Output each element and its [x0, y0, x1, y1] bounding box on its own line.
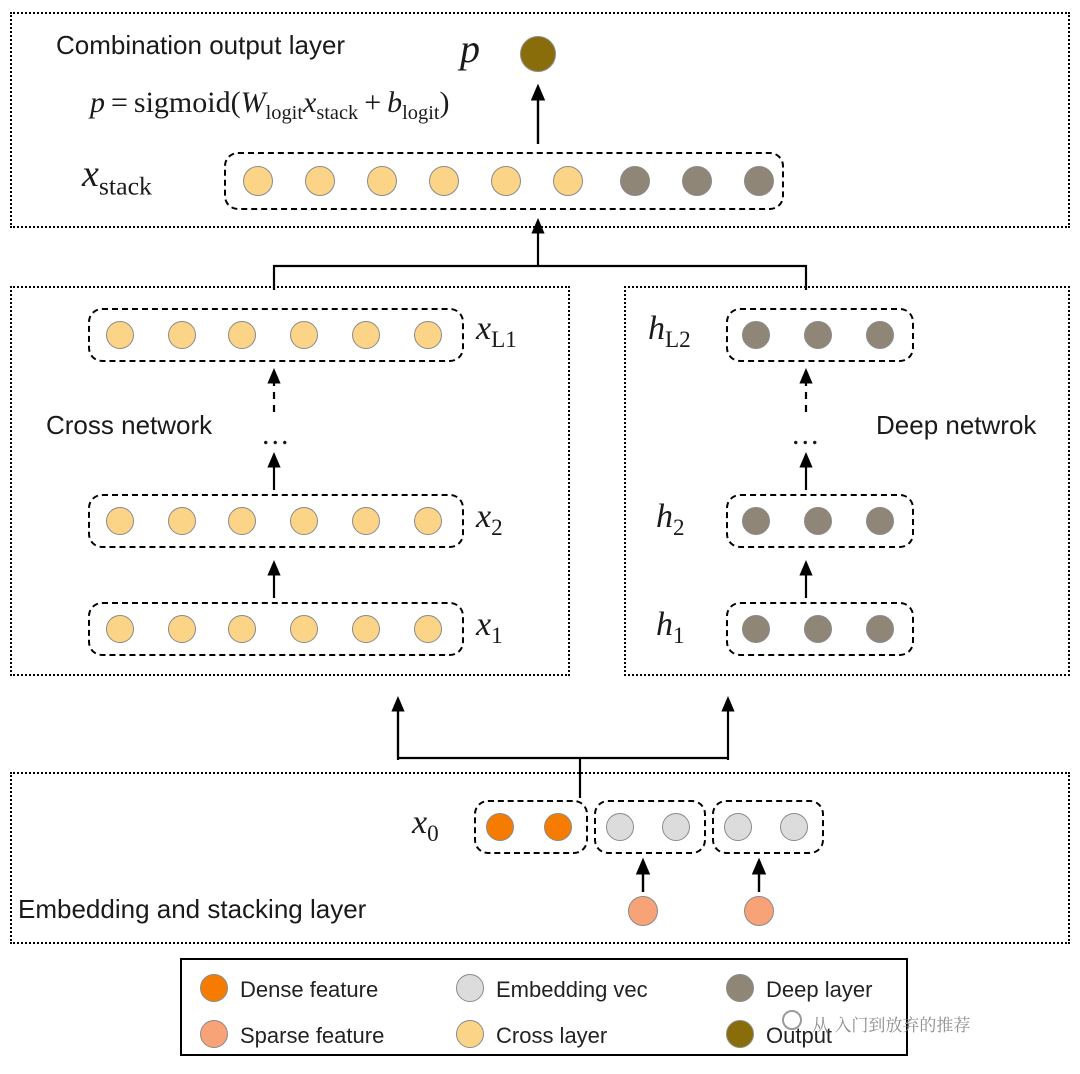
cross-node-L1	[290, 321, 318, 349]
cross-node-2	[106, 507, 134, 535]
formula-w-sub: logit	[265, 102, 303, 124]
cross-ellipsis: ...	[262, 418, 291, 451]
cross-node-2	[228, 507, 256, 535]
logit-formula	[90, 86, 450, 125]
cross-node-1	[168, 615, 196, 643]
h-L2-subscript: L2	[665, 326, 691, 353]
x-2-label	[476, 498, 503, 542]
h-2-subscript: 2	[673, 514, 685, 541]
dense-feature-node	[486, 813, 514, 841]
h-L2-label	[648, 310, 691, 354]
x-stack-node	[243, 166, 273, 196]
x-stack-node	[491, 166, 521, 196]
formula-b-sub: logit	[402, 102, 440, 124]
x-1-symbol: x	[476, 606, 492, 643]
x-0-label	[412, 804, 439, 848]
legend-label-deep-layer: Deep layer	[766, 977, 873, 1002]
deep-node-2	[742, 507, 770, 535]
x-2-subscript: 2	[491, 514, 503, 541]
deep-node-1	[742, 615, 770, 643]
deep-node-L2	[742, 321, 770, 349]
cross-node-1	[228, 615, 256, 643]
cross-node-2	[168, 507, 196, 535]
cross-node-2	[352, 507, 380, 535]
deep-node-2	[866, 507, 894, 535]
sparse-feature-node	[744, 896, 774, 926]
embedding-node	[662, 813, 690, 841]
cross-node-L1	[414, 321, 442, 349]
formula-plus: +	[364, 86, 382, 119]
h-2-label	[656, 498, 685, 542]
legend-swatch-deep-layer	[726, 974, 754, 1002]
embedding-node	[724, 813, 752, 841]
cross-node-L1	[352, 321, 380, 349]
embedding-stacking-title: Embedding and stacking layer	[18, 894, 367, 924]
formula-x-sub: stack	[316, 102, 359, 124]
cross-node-L1	[106, 321, 134, 349]
cross-node-1	[106, 615, 134, 643]
cross-node-1	[290, 615, 318, 643]
x-L1-subscript	[491, 327, 517, 353]
x-2-container	[88, 494, 464, 548]
output-probability-label: p	[460, 26, 480, 71]
legend-label-cross-layer: Cross layer	[496, 1023, 608, 1048]
watermark-icon	[782, 1010, 802, 1030]
x-stack-node	[305, 166, 335, 196]
deep-ellipsis: ...	[792, 418, 821, 451]
x-L1-label	[476, 310, 517, 354]
x-stack-label	[82, 152, 152, 202]
legend-swatch-dense-feature	[200, 974, 228, 1002]
cross-node-1	[414, 615, 442, 643]
formula-eq: =	[111, 86, 128, 119]
cross-node-2	[414, 507, 442, 535]
cross-node-L1	[228, 321, 256, 349]
cross-node-2	[290, 507, 318, 535]
x-2-symbol: x	[476, 498, 492, 535]
legend-label-embedding-vec: Embedding vec	[496, 977, 648, 1002]
deep-network-title: Deep netwrok	[876, 410, 1037, 440]
deep-node-1	[804, 615, 832, 643]
x-stack-node	[682, 166, 712, 196]
deep-node-L2	[804, 321, 832, 349]
h-1-symbol: h	[656, 606, 673, 643]
deep-node-2	[804, 507, 832, 535]
sparse-feature-node	[628, 896, 658, 926]
x-stack-symbol: x	[82, 153, 99, 195]
x-stack-node	[744, 166, 774, 196]
legend-swatch-embedding-vec	[456, 974, 484, 1002]
dense-feature-node	[544, 813, 572, 841]
x-stack-node	[367, 166, 397, 196]
cross-node-1	[352, 615, 380, 643]
x-stack-node	[429, 166, 459, 196]
watermark-text: 从 入门到放弃的推荐	[812, 1016, 971, 1036]
h-L2-symbol: h	[648, 310, 665, 347]
x-L1-subscript-text: L1	[491, 326, 517, 353]
x-L1-symbol: x	[476, 310, 492, 347]
deep-node-1	[866, 615, 894, 643]
legend-label-output: Output	[766, 1023, 833, 1048]
embedding-node	[780, 813, 808, 841]
x-1-container	[88, 602, 464, 656]
formula-w: W	[240, 86, 266, 119]
deep-node-L2	[866, 321, 894, 349]
h-1-label	[656, 606, 685, 650]
x-0-symbol: x	[412, 804, 428, 841]
legend-label-sparse-feature: Sparse feature	[240, 1023, 385, 1048]
formula-p: p	[90, 86, 105, 119]
cross-node-L1	[168, 321, 196, 349]
cross-network-title: Cross network	[46, 410, 213, 440]
formula-x: x	[302, 86, 317, 119]
x-stack-node	[553, 166, 583, 196]
combination-output-title: Combination output layer	[56, 30, 346, 60]
formula-fn: sigmoid(	[133, 86, 241, 119]
h-1-subscript: 1	[673, 622, 685, 649]
x-stack-subscript: stack	[98, 171, 152, 201]
formula-close: )	[439, 86, 450, 119]
formula-b: b	[387, 86, 403, 119]
x-L1-container	[88, 308, 464, 362]
legend-swatch-output	[726, 1020, 754, 1048]
legend-label-dense-feature: Dense feature	[240, 977, 379, 1002]
x-1-subscript: 1	[491, 622, 503, 649]
x-1-label	[476, 606, 503, 650]
embedding-node	[606, 813, 634, 841]
output-node	[520, 36, 556, 72]
legend-swatch-sparse-feature	[200, 1020, 228, 1048]
legend-swatch-cross-layer	[456, 1020, 484, 1048]
h-2-symbol: h	[656, 498, 673, 535]
x-0-subscript: 0	[427, 820, 439, 847]
x-stack-node	[620, 166, 650, 196]
